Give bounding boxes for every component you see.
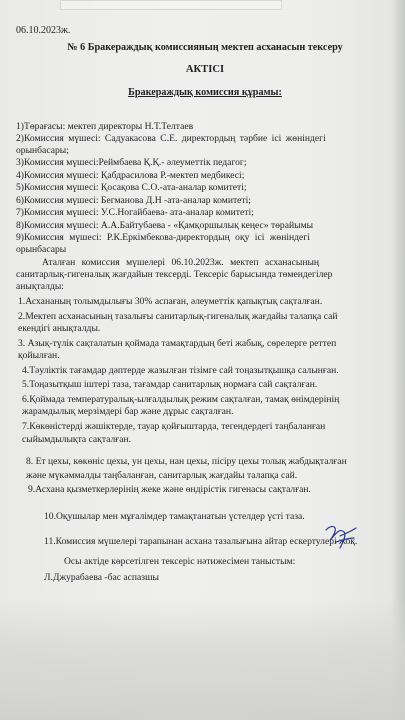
finding-line: 8. Ет цехы, көкөніс цехы, ун цехы, нан цехы, пісіру цехы толық жабдықталған	[26, 456, 347, 467]
document-heading: № 6 Бракераждық комиссияның мектеп асханасын тексеру	[67, 42, 343, 53]
member-line: 4)Комиссия мүшесі: Қабдрасилова Р.-мектеп медбикесі;	[16, 170, 245, 181]
intro-line: санитарлық-гигеналық жағдайын тексерді. Тексеріс барысында төмендегілер	[16, 269, 333, 280]
member-line: 9)Комиссия мүшесі: Р.К.Еркімбекова-директордың оқу ісі жөніндегі	[16, 232, 310, 243]
finding-line: 10.Оқушылар мен мұғалімдер тамақтанатын үстелдер үсті таза.	[44, 511, 305, 522]
finding-line: қойылған.	[18, 350, 60, 361]
finding-line: жарамдылық мерзімдері бар және дұрыс сақталған.	[22, 406, 234, 417]
finding-line: 11.Комиссия мүшелері тарапынан асхана тазалығына айтар ескертулері жоқ.	[44, 536, 358, 547]
finding-line: 4.Тәуліктік тағамдар дәптерде жазылған тізімге сай тоңазытқышқа салынған.	[22, 365, 339, 376]
member-line: 3)Комиссия мүшесі:Реймбаева Қ.Қ.- әлеуметтік педагог;	[16, 157, 247, 168]
finding-line: 2.Мектеп асханасының тазалығы санитарлық-гигеналық жағдайы талапқа сай	[18, 311, 338, 322]
finding-line: 6.Қоймада температуралық-ылғалдылық режим сақталған, тамақ өнімдерінің	[22, 394, 340, 405]
finding-line: 3. Азық-түлік сақталатын қоймада тамақтардың беті жабық, сөрелерге реттеп	[18, 338, 337, 349]
member-line	[16, 133, 389, 144]
finding-line: 9.Асхана қызметкерлерінің жеке және өндірістік гигенасы сақталған.	[28, 484, 311, 495]
member-line: 8)Комиссия мүшесі: А.А.Байтубаева - «Қамқоршылық кеңес» төрайымы	[16, 220, 314, 231]
commission-heading: Бракераждық комиссия құрамы:	[128, 87, 282, 98]
intro-line: анықталды:	[16, 281, 64, 292]
finding-line: 7.Көкөністерді жәшіктерде, тауар қойғыштарда, тегендердегі таңбаланған	[22, 421, 326, 432]
document-date: 06.10.2023ж.	[16, 25, 71, 36]
finding-line: 5.Тоңазытқыш іштері таза, тағамдар санитарлық нормаға сай сақталған.	[22, 379, 318, 390]
finding-line: 1.Асхананың толымдылығы 30% аспаған, әлеуметтік қапықтық сақталған.	[18, 296, 323, 307]
finding-line: сыйымдылықта сақталған.	[22, 434, 132, 445]
intro-line: Аталған комиссия мүшелері 06.10.2023ж. мектеп асханасының	[42, 257, 320, 268]
act-title: АКТІСІ	[185, 64, 225, 75]
acknowledgement-text: Осы актіде көрсетілген тексеріс нәтижесімен таныстым:	[64, 556, 296, 567]
signature-mark	[322, 522, 360, 552]
member-line: 6)Комиссия мүшесі: Бегманова Д.Н -ата-аналар комитеті;	[16, 195, 251, 206]
member-line: 7)Комиссия мүшесі: У.С.Ногайбаева- ата-аналар комитеті;	[16, 207, 254, 218]
finding-line: екендігі анықталды.	[18, 323, 101, 334]
member-line: 1)Төрағасы: мектеп директоры Н.Т.Телтаев	[16, 121, 194, 132]
member-line: орынбасары	[16, 244, 67, 255]
plastic-cover-reflection	[0, 598, 405, 720]
member-line: орынбасары;	[16, 145, 69, 156]
chef-name: Л.Джурабаева -бас аспазшы	[44, 572, 159, 583]
member-line: 5)Комиссия мүшесі: Қосақова С.О.-ата-аналар комитеті;	[16, 182, 247, 193]
finding-line: және мүкәммалды таңбаланған, санитарлық жағдайы талапқа сай.	[26, 470, 298, 481]
member-line-text: 2)Комиссия мүшесі: Садуакасова С.Е. директордың тәрбие ісі жөніндегі	[16, 133, 326, 144]
tape-strip	[60, 0, 282, 10]
